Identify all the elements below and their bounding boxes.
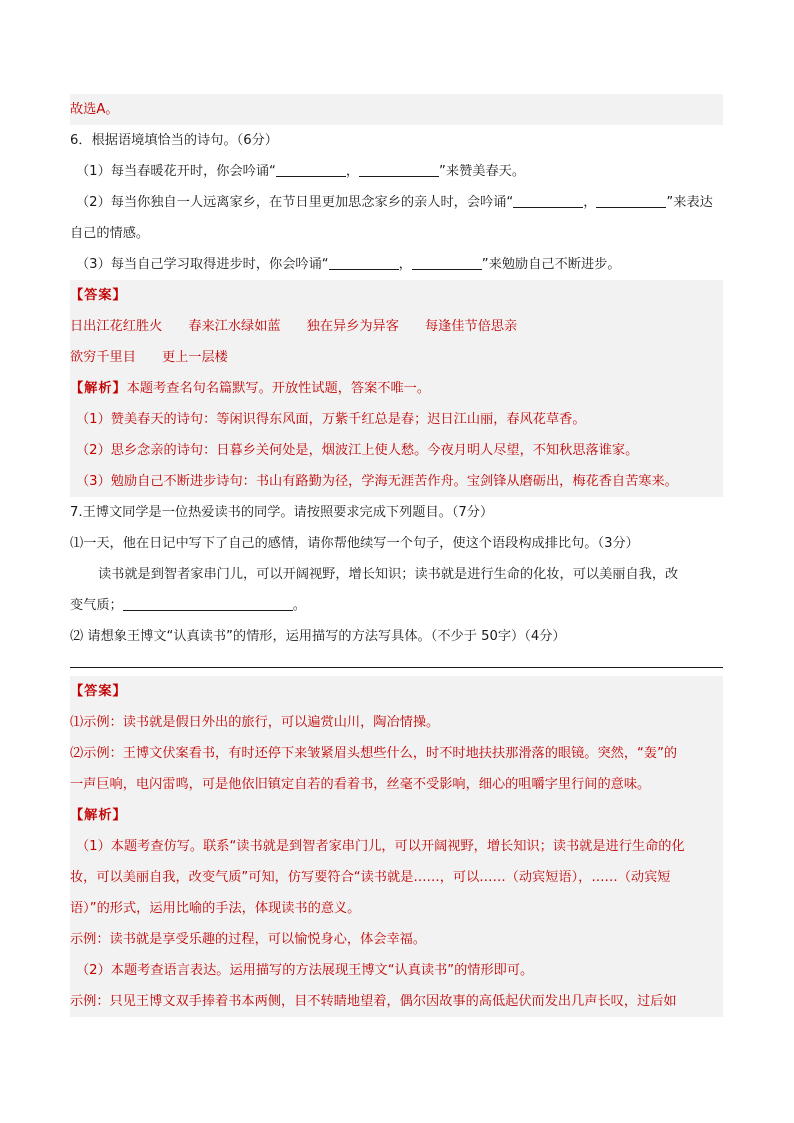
previous-answer: 故选A。 (70, 94, 723, 125)
blank[interactable] (123, 596, 293, 611)
blank[interactable] (596, 193, 666, 208)
q6-part1: （1）每当春暖花开时，你会吟诵“ ， ”来赞美春天。 (76, 164, 526, 179)
q7-part1: ⑴一天，他在日记中写下了自己的感情，请你帮他续写一个句子，使这个语段构成排比句。（3分） (70, 536, 639, 551)
blank[interactable] (513, 193, 583, 208)
q7-answer-1: ⑴示例：读书就是假日外出的旅行，可以遍赏山川，陶冶情操。 (70, 707, 723, 738)
blank[interactable] (276, 162, 346, 177)
q6-analysis-3: （3）勉励自己不断进步诗句：书山有路勤为径，学海无涯苦作舟。宝剑锋从磨砺出，梅花香自苦寒来。 (70, 466, 723, 497)
q6-answers-row2: 欲穷千里目 更上一层楼 (70, 342, 723, 373)
blank[interactable] (359, 162, 439, 177)
q7-title: 7.王博文同学是一位热爱读书的同学。请按照要求完成下列题目。（7分） (70, 505, 494, 520)
q7-analysis-label: 【解析】 (70, 800, 723, 831)
document-page (70, 94, 723, 1017)
q6-part2: （2）每当你独自一人远离家乡，在节日里更加思念家乡的亲人时，会吟诵“ ， ”来表达 (76, 195, 713, 210)
q7-analysis-example-2: 示例：只见王博文双手捧着书本两侧，目不转睛地望着，偶尔因故事的高低起伏而发出几声长叹，过后如 (70, 986, 723, 1017)
q7-answer-label: 【答案】 (70, 676, 723, 707)
q6-answer-label: 【答案】 (70, 280, 723, 311)
q7-analysis-2: （2）本题考查语言表达。运用描写的方法展现王博文“认真读书”的情形即可。 (70, 955, 723, 986)
q7-part1-text-b: 变气质； 。 (70, 598, 306, 613)
q7-analysis-example-1: 示例：读书就是享受乐趣的过程，可以愉悦身心，体会幸福。 (70, 924, 723, 955)
q6-analysis-label: 【解析】 (70, 381, 127, 396)
blank[interactable] (329, 255, 399, 270)
q7-analysis-1a: （1）本题考查仿写。联系“读书就是到智者家串门儿，可以开阔视野，增长知识；读书就是进行生命的化 (70, 831, 723, 862)
q6-part2-cont: 自己的情感。 (70, 226, 150, 241)
q7-part1-text-a: 读书就是到智者家串门儿，可以开阔视野，增长知识；读书就是进行生命的化妆，可以美丽自我，改 (98, 567, 679, 582)
divider (70, 667, 723, 668)
q6-analysis-intro: 【解析】本题考查名句名篇默写。开放性试题，答案不唯一。 (70, 373, 723, 404)
q7-answer-2b: 一声巨响，电闪雷鸣，可是他依旧镇定自若的看着书，丝毫不受影响，细心的咀嚼字里行间的意味。 (70, 769, 723, 800)
q7-analysis-1b: 妆，可以美丽自我，改变气质”可知，仿写要符合“读书就是……，可以……（动宾短语），……（动宾短 (70, 862, 723, 893)
q7-part2: ⑵ 请想象王博文“认真读书”的情形，运用描写的方法写具体。（不少于 50字）（4分） (70, 629, 566, 644)
q7-analysis-1c: 语）”的形式，运用比喻的手法，体现读书的意义。 (70, 893, 723, 924)
q7-answer-2a: ⑵示例：王博文伏案看书，有时还停下来皱紧眉头想些什么，时不时地扶扶那滑落的眼镜。突然，“轰”的 (70, 738, 723, 769)
q6-analysis-1: （1）赞美春天的诗句：等闲识得东风面，万紫千红总是春；迟日江山丽，春风花草香。 (70, 404, 723, 435)
q6-part3: （3）每当自己学习取得进步时，你会吟诵“ ， ”来勉励自己不断进步。 (76, 257, 621, 272)
q6-answers-row1: 日出江花红胜火 春来江水绿如蓝 独在异乡为异客 每逢佳节倍思亲 (70, 311, 723, 342)
q6-analysis-2: （2）思乡念亲的诗句：日暮乡关何处是，烟波江上使人愁。今夜月明人尽望，不知秋思落谁家。 (70, 435, 723, 466)
blank[interactable] (412, 255, 482, 270)
q6-title: 6．根据语境填恰当的诗句。（6分） (70, 133, 278, 148)
